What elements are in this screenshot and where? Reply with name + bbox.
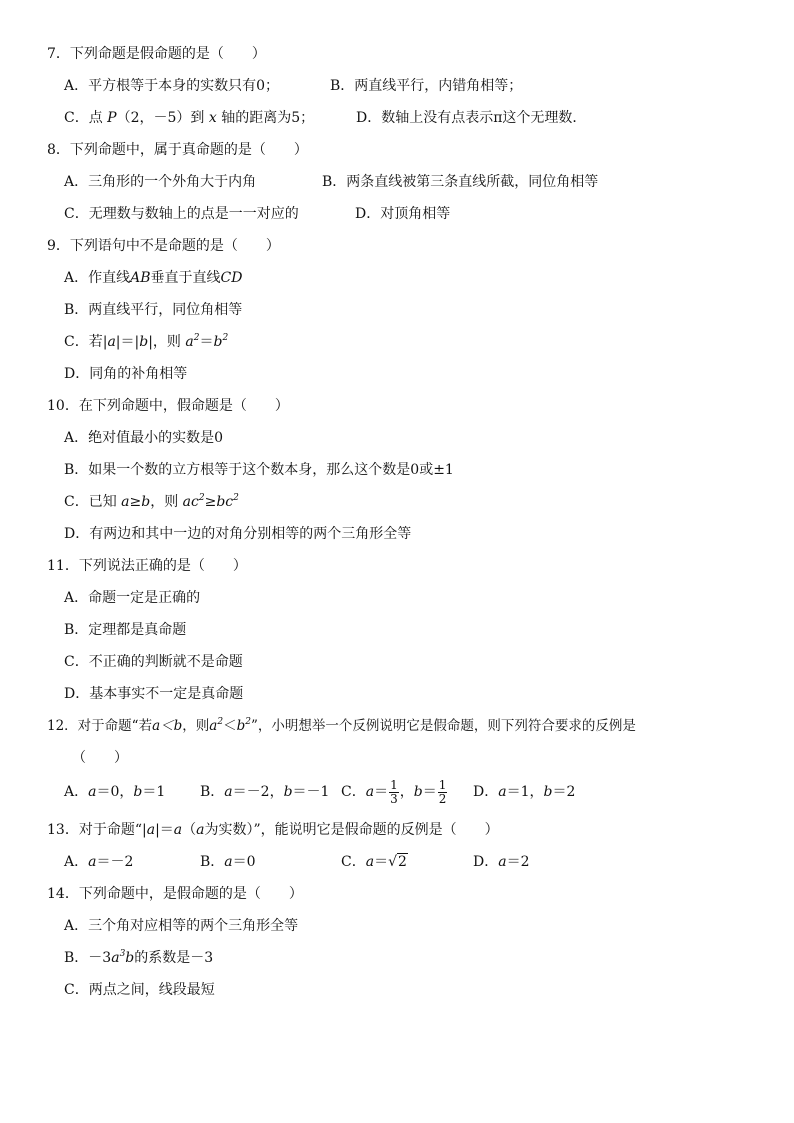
question-7-option-a: A．平方根等于本身的实数只有0； <box>64 78 280 94</box>
question-14-stem: 14．下列命题中，是假命题的是（ ） <box>47 886 303 902</box>
question-12-option-c: C．a＝ $\frac{1}{3}$ ，b＝ $\frac{1}{2}$ <box>341 777 447 806</box>
question-9-option-a: A．作直线AB垂直于直线CD <box>64 270 243 286</box>
question-11-option-b: B．定理都是真命题 <box>64 622 187 638</box>
question-12-stem-paren: （ ） <box>72 750 128 766</box>
question-8-stem: 8．下列命题中，属于真命题的是（ ） <box>47 142 308 158</box>
question-13-option-d: D．a＝2 <box>473 854 530 870</box>
question-8-option-a: A．三角形的一个外角大于内角 <box>64 174 257 190</box>
fraction-one-third: $\frac{1}{3}$ <box>390 777 398 806</box>
question-10-stem: 10．在下列命题中，假命题是（ ） <box>47 398 289 414</box>
question-10-option-d: D．有两边和其中一边的对角分别相等的两个三角形全等 <box>64 526 412 542</box>
question-8-option-b: B．两条直线被第三条直线所截，同位角相等 <box>322 174 599 190</box>
question-9-option-b: B．两直线平行，同位角相等 <box>64 302 243 318</box>
question-13-stem: 13．对于命题“|a|＝a（a为实数）”，能说明它是假命题的反例是（ ） <box>47 822 499 838</box>
fraction-one-half: $\frac{1}{2}$ <box>438 777 447 806</box>
question-13-option-c: C．a＝√2 <box>341 854 407 870</box>
question-11-stem: 11．下列说法正确的是（ ） <box>47 558 247 574</box>
question-11-option-d: D．基本事实不一定是真命题 <box>64 686 244 702</box>
question-12-option-a: A．a＝0，b＝1 <box>64 784 166 800</box>
question-9-stem: 9．下列语句中不是命题的是（ ） <box>47 238 280 254</box>
question-10-option-a: A．绝对值最小的实数是0 <box>64 430 224 446</box>
question-14-option-b: B．$-3a^3b$的系数是－3 <box>64 949 214 966</box>
question-9-option-c: C．若|a|＝|b|，则 $a^2=b^2$ <box>64 333 229 350</box>
question-13-option-a: A．a＝－2 <box>64 854 134 870</box>
question-14-option-c: C．两点之间，线段最短 <box>64 982 215 998</box>
question-13-option-b: B．a＝0 <box>200 854 256 870</box>
question-9-option-d: D．同角的补角相等 <box>64 366 188 382</box>
question-7-option-d: D．数轴上没有点表示π这个无理数． <box>356 110 587 126</box>
question-10-option-b: B．如果一个数的立方根等于这个数本身，那么这个数是0或±1 <box>64 462 454 478</box>
question-7-option-c: C．点 P（2，－5）到 x 轴的距离为5； <box>64 110 315 126</box>
question-7-stem: 7．下列命题是假命题的是（ ） <box>47 46 266 62</box>
question-7-option-b: B．两直线平行，内错角相等； <box>330 78 523 94</box>
question-12-stem: 12．对于命题“若a＜b，则$a^2<b^2$”，小明想举一个反例说明它是假命题，则下列符合要求的反例是 <box>47 717 636 734</box>
question-12-option-b: B．a＝－2，b＝－1 <box>200 784 330 800</box>
question-11-option-a: A．命题一定是正确的 <box>64 590 201 606</box>
question-11-option-c: C．不正确的判断就不是命题 <box>64 654 243 670</box>
question-8-option-d: D．对顶角相等 <box>355 206 451 222</box>
question-14-option-a: A．三个角对应相等的两个三角形全等 <box>64 918 299 934</box>
question-12-option-d: D．a＝1，b＝2 <box>473 784 576 800</box>
question-8-option-c: C．无理数与数轴上的点是一一对应的 <box>64 206 299 222</box>
question-10-option-c: C．已知 a≥b，则 $ac^2\ge bc^2$ <box>64 493 239 510</box>
square-root-two: √2 <box>388 854 407 870</box>
